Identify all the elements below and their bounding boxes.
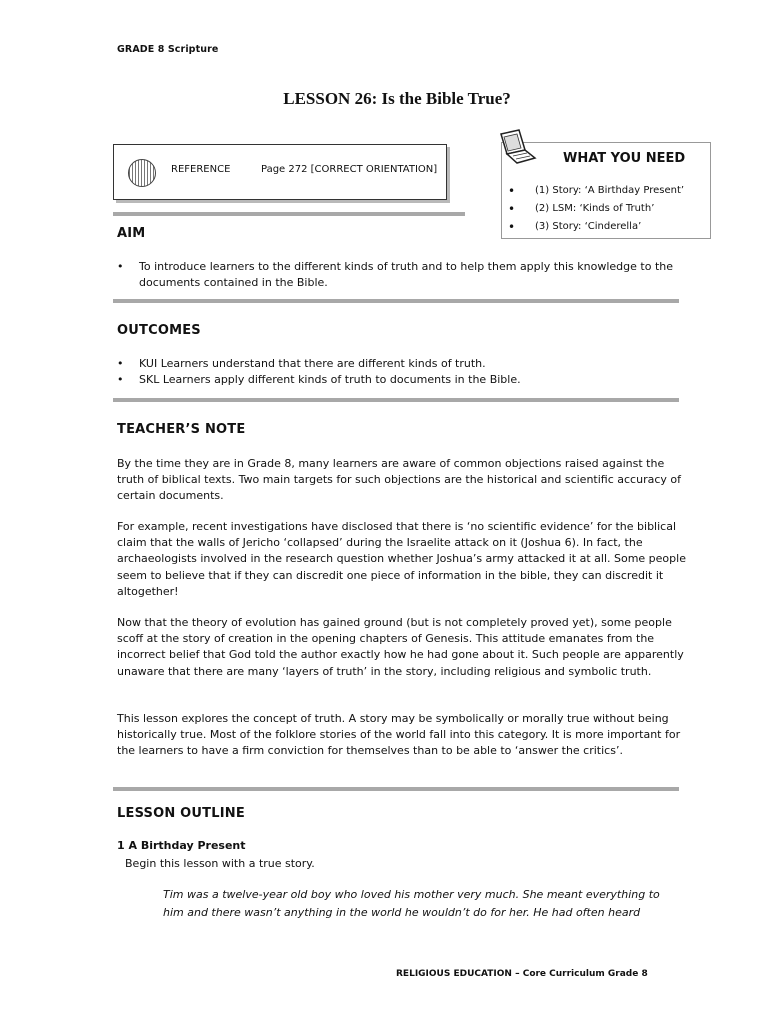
teachers-note-paragraph: Now that the theory of evolution has gained ground (but is not completely proved yet), some people scoff at the story of creation in the opening chapters of Genesis. This attitude emanates from the incorrect belief that God told the author exactly how he had gone about it. Such people are apparently unaware that there are many ‘layers of truth’ in the story, including religious and symbolic truth. [117,616,684,678]
teachers-note-heading: TEACHER’S NOTE [117,422,246,437]
outcomes-heading: OUTCOMES [117,323,201,338]
teachers-note-paragraph: This lesson explores the concept of truth. A story may be symbolically or morally true without being historically true. Most of the folklore stories of the world fall into this category. It is more important for the learners to have a firm conviction for themselves than to be able to ‘answer the critics’. [117,712,681,758]
section-divider [113,212,465,216]
aim-item: • To introduce learners to the different kinds of truth and to help them apply this knowledge to the documents contained in the Bible. [117,259,699,291]
need-item: • (3) Story: ‘Cinderella’ [508,218,684,236]
reference-seal-icon [128,159,156,187]
teachers-note-paragraph: By the time they are in Grade 8, many learners are aware of common objections raised against the truth of biblical texts. Two main targets for such objections are the historical and scientific accuracy of certain documents. [117,457,681,503]
outline-step-title: 1 A Birthday Present [117,839,246,852]
what-you-need-title: WHAT YOU NEED [563,151,686,166]
section-divider [113,299,679,303]
need-item: • (1) Story: ‘A Birthday Present’ [508,182,684,200]
lesson-outline-heading: LESSON OUTLINE [117,806,245,821]
aim-list [117,259,699,291]
story-text: Tim was a twelve-year old boy who loved his mother very much. She meant everything to him and there wasn’t anything in the world he wouldn’t do for her. He had often heard [163,888,660,919]
reference-page: Page 272 [CORRECT ORIENTATION] [261,164,438,175]
section-divider [113,398,679,402]
page-footer: RELIGIOUS EDUCATION – Core Curriculum Grade 8 [396,969,648,979]
outcome-item: • KUI Learners understand that there are different kinds of truth. [117,356,699,372]
section-divider [113,787,679,791]
aim-heading: AIM [117,226,146,241]
teachers-note-paragraph: For example, recent investigations have disclosed that there is ‘no scientific evidence’ for the biblical claim that the walls of Jericho ‘collapsed’ during the Israelite attack on it (Joshua 6). In fact, the archaeologists involved in the research question whether Joshua’s army attacked it at all. Some people seem to believe that if they can discredit one piece of information in the bible, they can discredit it altogether! [117,520,686,598]
outline-step-text: Begin this lesson with a true story. [125,857,315,870]
what-you-need-list [508,182,684,236]
outcome-item: • SKL Learners apply different kinds of truth to documents in the Bible. [117,372,699,388]
reference-label: REFERENCE [171,164,231,175]
laptop-icon [495,128,537,166]
grade-header: GRADE 8 Scripture [117,44,219,55]
need-item: • (2) LSM: ‘Kinds of Truth’ [508,200,684,218]
lesson-title: LESSON 26: Is the Bible True? [283,89,511,108]
reference-box [113,144,447,200]
outcomes-list [117,356,699,388]
